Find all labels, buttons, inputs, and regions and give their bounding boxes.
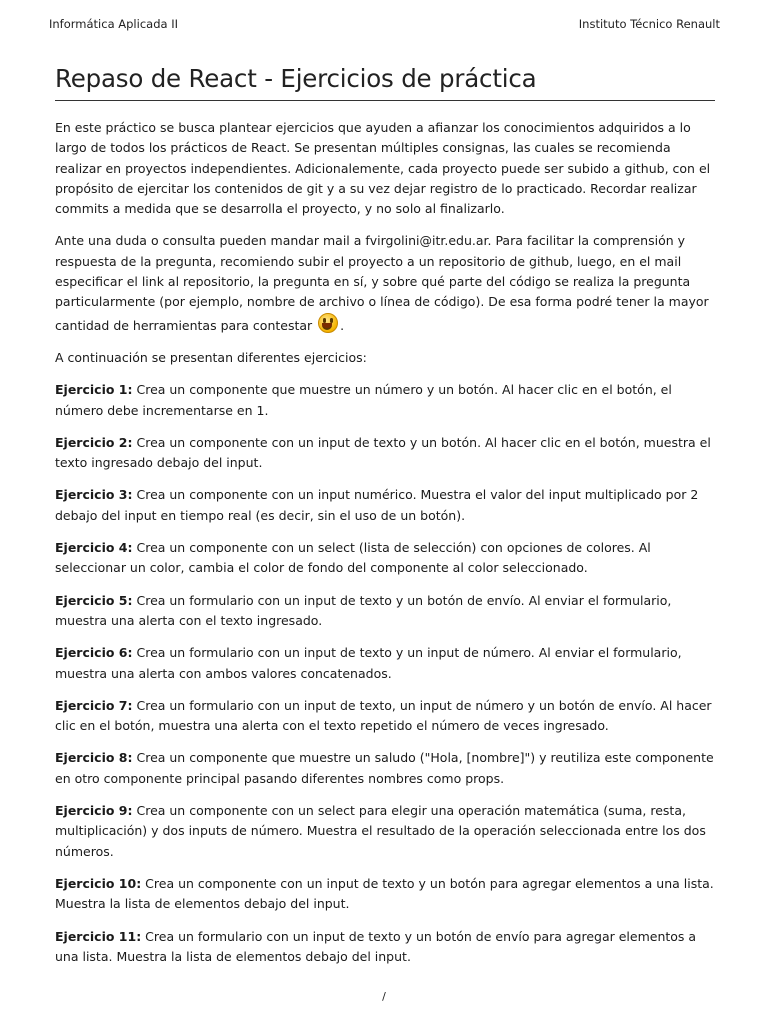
exercise-item — [55, 696, 715, 737]
exercise-item — [55, 591, 715, 632]
page-number: / — [382, 990, 386, 1003]
exercise-label: Ejercicio 1: — [55, 382, 133, 398]
exercise-item — [55, 801, 715, 862]
exercise-text: Crea un componente con un input de texto y un botón. Al hacer clic en el botón, muestra el texto ingresado debajo del input. — [55, 434, 711, 471]
exercise-text: Crea un formulario con un input de texto y un botón de envío. Al enviar el formulario, muestra una alerta con el texto ingresado. — [55, 592, 672, 628]
exercise-text: Crea un componente con un input numérico. Muestra el valor del input multiplicado por 2 debajo del input en tiempo real (es decir, sin el uso de un botón). — [55, 487, 699, 523]
intro-paragraph-3: A continuación se presentan diferentes ejercicios: — [55, 349, 367, 365]
exercise-list — [55, 380, 715, 967]
header-course: Informática Aplicada II — [49, 17, 178, 31]
exercise-text: Crea un formulario con un input de texto, un input de número y un botón de envío. Al hacer clic en el botón, muestra una alerta con el texto repetido el número de veces ingresado. — [55, 697, 712, 734]
exercise-label: Ejercicio 3: — [55, 487, 133, 503]
intro-paragraph-1: En este práctico se busca plantear ejercicios que ayuden a afianzar los conocimientos adquiridos a lo largo de todos los prácticos de React. Se presentan múltiples consignas, las cuales se recomienda realizar en proyectos independientes. Adicionalemente, cada proyecto puede ser subido a github, con el propósito de ejercitar los contenidos de git y a su vez dejar registro de lo practicado. Recordar realizar commits a medida que se desarrolla el proyecto, y no solo al finalizarlo. — [55, 120, 711, 217]
exercise-label: Ejercicio 8: — [55, 750, 133, 766]
exercise-item — [55, 643, 715, 684]
smiley-face-icon — [318, 313, 338, 333]
exercise-text: Crea un componente con un select para elegir una operación matemática (suma, resta, multiplicación) y dos inputs de número. Muestra el resultado de la operación seleccionada entre los dos números. — [55, 803, 706, 859]
exercise-label: Ejercicio 5: — [55, 592, 133, 608]
header-institution: Instituto Técnico Renault — [578, 17, 720, 31]
exercise-item — [55, 538, 715, 579]
exercise-label: Ejercicio 11: — [55, 928, 142, 944]
exercise-text: Crea un componente con un input de texto y un botón para agregar elementos a una lista. Muestra la lista de elementos debajo del input. — [55, 875, 714, 912]
exercise-item — [55, 927, 715, 968]
exercise-label: Ejercicio 7: — [55, 697, 133, 713]
exercise-label: Ejercicio 9: — [55, 803, 133, 819]
exercise-item — [55, 874, 715, 915]
exercise-item — [55, 748, 715, 789]
exercise-item — [55, 380, 715, 421]
exercise-text: Crea un componente que muestre un número y un botón. Al hacer clic en el botón, el número debe incrementarse en 1. — [55, 382, 672, 418]
exercise-label: Ejercicio 6: — [55, 645, 133, 661]
exercise-text: Crea un formulario con un input de texto y un botón de envío para agregar elementos a una lista. Muestra la lista de elementos debajo del input. — [55, 928, 697, 964]
exercise-label: Ejercicio 4: — [55, 540, 133, 556]
exercise-label: Ejercicio 2: — [55, 434, 133, 450]
intro-paragraph-2-text: Ante una duda o consulta pueden mandar mail a fvirgolini@itr.edu.ar. Para facilitar la comprensión y respuesta de la pregunta, recomiendo subir el proyecto a un repositorio de github, luego, en el mail especificar el link al repositorio, la pregunta en sí, y sobre qué parte del código se realiza la pregunta particularmente (por ejemplo, nombre de archivo o línea de código). De esa forma podré tener la mayor cantidad de herramientas para contestar — [55, 233, 709, 333]
page-header — [49, 17, 720, 31]
document-body — [55, 64, 715, 967]
exercise-item — [55, 485, 715, 526]
intro-paragraph-2-end: . — [340, 317, 345, 333]
exercise-text: Crea un formulario con un input de texto y un input de número. Al enviar el formulario, muestra una alerta con ambos valores concatenados. — [55, 645, 682, 681]
exercise-text: Crea un componente que muestre un saludo ("Hola, [nombre]") y reutiliza este componente en otro componente principal pasando diferentes nombres como props. — [55, 750, 714, 786]
exercise-item — [55, 433, 715, 474]
intro-paragraph-2 — [55, 231, 715, 335]
exercise-label: Ejercicio 10: — [55, 875, 142, 891]
page-title: Repaso de React - Ejercicios de práctica — [55, 64, 715, 101]
exercise-text: Crea un componente con un select (lista de selección) con opciones de colores. Al seleccionar un color, cambia el color de fondo del componente al color seleccionado. — [55, 540, 651, 576]
